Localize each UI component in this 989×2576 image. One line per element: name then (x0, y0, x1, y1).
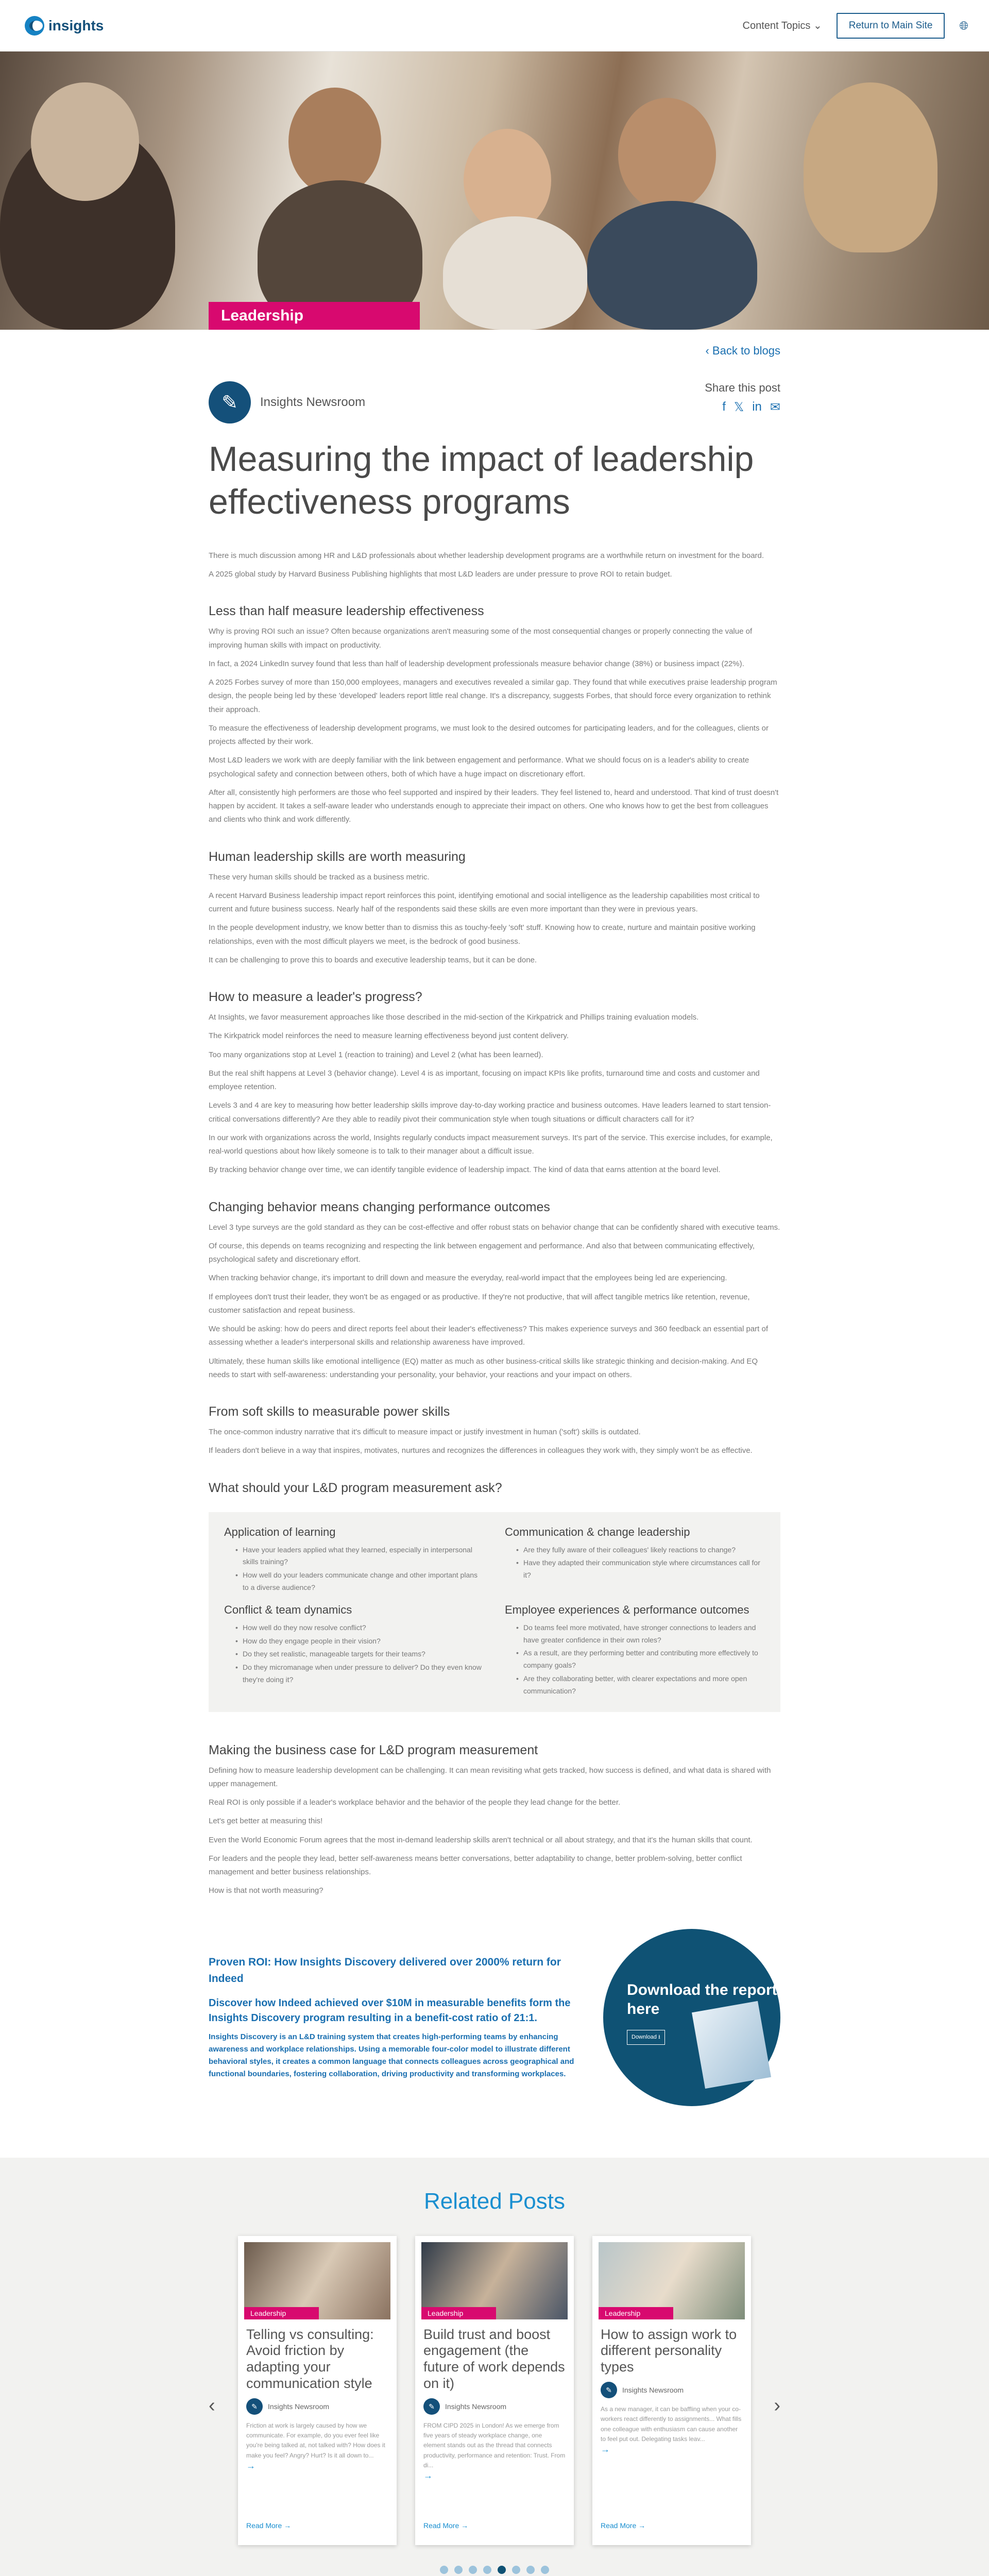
question-item: • Have your leaders applied what they learned, especially in interpersonal skills training? (243, 1544, 484, 1569)
article-intro: There is much discussion among HR and L&D professionals about whether leadership development programs are a worthwhile return on investment for the board. A 2025 global study by Harvard Business Publishing highlights that most L&D leaders are under pressure to prove ROI to retain budget. (209, 551, 764, 579)
question-item: • How well do they now resolve conflict? (243, 1622, 484, 1634)
globe-icon[interactable]: 🌐︎ (959, 19, 968, 32)
arrow-right-icon[interactable]: → (601, 2444, 610, 2454)
paragraph: But the real shift happens at Level 3 (behavior change). Level 4 is as important, focusing on impact KPIs like profits, turnaround time and costs and customer and employee retention. (209, 1069, 760, 1092)
carousel-dot[interactable] (526, 2566, 535, 2574)
paragraph: After all, consistently high performers are those who feel supported and inspired by their leaders. They feel listened to, heard and understood. That kind of trust doesn't happen by accident. It takes a self-aware leader who understands enough to appreciate their impact on others. One who knows how to get the best from colleagues and clients who think and work differently. (209, 788, 779, 824)
logo-icon (25, 16, 44, 36)
question-item: • How well do your leaders communicate change and other important plans to a diverse audience? (243, 1569, 484, 1594)
paragraph: If leaders don't believe in a way that inspires, motivates, nurtures and recognizes the differences in colleagues they work with, they simply won't be as effective. (209, 1446, 753, 1455)
carousel-dot-active[interactable] (498, 2566, 506, 2574)
card-image (421, 2242, 568, 2319)
paragraph: These very human skills should be tracked as a business metric. (209, 872, 430, 882)
question-item: • Do teams feel more motivated, have stronger connections to leaders and have greater confidence in their own roles? (523, 1622, 765, 1647)
measure-heading: What should your L&D program measurement ask? (209, 1480, 502, 1495)
paragraph: By tracking behavior change over time, we can identify tangible evidence of leadership impact. The kind of data that earns attention at the board level. (209, 1165, 721, 1175)
question-group-heading: Conflict & team dynamics (224, 1603, 352, 1616)
pen-icon: ✎ (251, 2402, 258, 2411)
download-report-circle[interactable] (603, 1929, 780, 2106)
carousel-dot[interactable] (483, 2566, 491, 2574)
paragraph: A 2025 Forbes survey of more than 150,000 employees, managers and executives revealed a similar gap. They found that while executives praise leadership program design, the people being led by these 'developed' leaders report little real change. It's a discrepancy, suggests Forbes, that should force every organization to rethink their approach. (209, 678, 777, 714)
section-heading: Less than half measure leadership effectiveness (209, 604, 484, 619)
question-group (505, 1526, 765, 1595)
download-title: Download the report here (627, 1981, 777, 2018)
related-heading: Related Posts (424, 2188, 565, 2214)
paragraph: Ultimately, these human skills like emotional intelligence (EQ) matter as much as other business-critical skills like strategic thinking and decision-making. And EQ needs to start with self-awareness: understanding your personality, your behavior, your reactions and your impact on others. (209, 1357, 758, 1379)
paragraph: The Kirkpatrick model reinforces the need to measure learning effectiveness beyond just content delivery. (209, 1031, 569, 1041)
question-item: • How do they engage people in their vision? (243, 1635, 484, 1648)
card-author (238, 2392, 397, 2421)
paragraph: How is that not worth measuring? (209, 1886, 323, 1895)
share-label: Share this post (705, 381, 780, 394)
author-avatar (601, 2382, 617, 2398)
section-heading: How to measure a leader's progress? (209, 990, 422, 1005)
business-case-body (209, 1764, 780, 1898)
section-heading: Human leadership skills are worth measuring (209, 849, 466, 864)
paragraph: In fact, a 2024 LinkedIn survey found that less than half of leadership development professionals measure behavior change (38%) or business impact (22%). (209, 659, 744, 668)
card-category-badge[interactable]: Leadership (421, 2307, 496, 2319)
question-group (224, 1603, 484, 1699)
author-avatar (423, 2398, 440, 2415)
card-title[interactable]: Telling vs consulting: Avoid friction by adapting your communication style (246, 2326, 374, 2392)
paragraph: It can be challenging to prove this to boards and executive leadership teams, but it can be done. (209, 955, 537, 964)
carousel-dots (0, 2566, 989, 2574)
card-image (599, 2242, 745, 2319)
author-name: Insights Newsroom (260, 395, 366, 409)
question-list (224, 1544, 484, 1594)
paragraph: When tracking behavior change, it's important to drill down and measure the everyday, real-world impact that the employees being led are experiencing. (209, 1274, 727, 1283)
question-group (224, 1526, 484, 1595)
facebook-icon[interactable]: f (722, 400, 726, 414)
paragraph: Too many organizations stop at Level 1 (reaction to training) and Level 2 (what has been learned). (209, 1050, 543, 1059)
card-category-badge[interactable]: Leadership (244, 2307, 319, 2319)
card-title[interactable]: Build trust and boost engagement (the future of work depends on it) (423, 2326, 565, 2392)
card-author-name: Insights Newsroom (268, 2402, 330, 2411)
author-avatar (246, 2398, 263, 2415)
paragraph: To measure the effectiveness of leadership development programs, we must look to the desired outcomes for participating leaders, and for the colleagues, clients or projects affected by their work. (209, 723, 769, 747)
read-more-link[interactable]: Read More → (423, 2521, 469, 2530)
question-item: • Are they fully aware of their colleagues' likely reactions to change? (523, 1544, 765, 1556)
question-item: • Do they micromanage when under pressure to deliver? Do they even know they're doing it? (243, 1662, 484, 1686)
related-cards (0, 2236, 989, 2545)
card-author (415, 2392, 574, 2421)
article-title: Measuring the impact of leadership effectiveness programs (209, 439, 754, 521)
carousel-dot[interactable] (512, 2566, 520, 2574)
report-cta (209, 1929, 780, 2106)
carousel-dot[interactable] (469, 2566, 477, 2574)
chevron-left-icon: ‹ (705, 344, 712, 357)
question-group-heading: Employee experiences & performance outcomes (505, 1603, 749, 1616)
category-badge[interactable]: Leadership (209, 302, 420, 330)
paragraph: In the people development industry, we know better than to dismiss this as touchy-feely 'soft' stuff. Knowing how to create, nurture and maintain positive working relationships, even with the most difficult players we meet, is the bedrock of good business. (209, 923, 756, 946)
card-title[interactable]: How to assign work to different personality types (601, 2326, 737, 2375)
share-panel (705, 381, 780, 415)
carousel-dot[interactable] (541, 2566, 549, 2574)
insights-logo[interactable]: insights (25, 16, 104, 36)
card-author-name: Insights Newsroom (622, 2386, 684, 2395)
cta-body: Insights Discovery is an L&D training system that creates high-performing teams by enhancing awareness and workplace relationships. Using a memorable four-color model to illustrate different behavioral styles, it creates a common language that connects colleagues across geographical and functional boundaries, fostering collaboration, driving productivity and transforming workplaces. (209, 2032, 574, 2079)
question-item: • Do they set realistic, manageable targets for their teams? (243, 1648, 484, 1660)
card-excerpt: Friction at work is largely caused by how we communicate. For example, do you ever feel like you're being talked at, not talked with? How does it make you feel? Angry? Hurt? Is it all down to... (246, 2422, 385, 2459)
question-list (505, 1544, 765, 1582)
paragraph: We should be asking: how do peers and direct reports feel about their leader's effectiveness? This makes experience surveys and 360 feedback an essential part of assessing whether a leader's interpersonal skills and relationship awareness have improved. (209, 1325, 769, 1347)
report-cover-image (692, 2001, 771, 2088)
read-more-link[interactable]: Read More → (601, 2521, 646, 2530)
section-heading: Changing behavior means changing performance outcomes (209, 1199, 550, 1214)
paragraph: A recent Harvard Business leadership impact report reinforces this point, identifying emotional and social intelligence as the leadership capabilities most critical to current and future business success. Nearly half of the respondents said these skills are even more important than they were in previous years. (209, 891, 760, 914)
card-excerpt: FROM CIPD 2025 in London! As we emerge from five years of steady workplace change, one element stands out as the thread that connects productivity, performance and retention: Trust. From di... (423, 2422, 566, 2469)
pen-icon: ✎ (429, 2402, 435, 2411)
paragraph: Real ROI is only possible if a leader's workplace behavior and the behavior of the people they lead change for the better. (209, 1798, 621, 1807)
question-group (505, 1603, 765, 1699)
card-excerpt: As a new manager, it can be baffling when your co-workers react differently to assignments... What fills one colleague with enthusiasm can cause another to feel put out. Delegating tasks leav... (601, 2405, 742, 2443)
twitter-icon[interactable]: 𝕏 (734, 400, 744, 414)
card-author (592, 2376, 751, 2404)
related-posts (0, 2158, 989, 2576)
linkedin-icon[interactable]: in (752, 400, 762, 414)
email-icon[interactable]: ✉ (770, 400, 780, 414)
question-item: • As a result, are they performing better and contributing more effectively to company goals? (523, 1647, 765, 1672)
paragraph: Most L&D leaders we work with are deeply familiar with the link between engagement and performance. What we should focus on is a leader's ability to create psychological safety and connection between others, both of which have a huge impact on discretionary effort. (209, 756, 749, 778)
article-body (209, 604, 780, 1458)
measurement-questions-box (209, 1512, 780, 1712)
question-item: • Are they collaborating better, with clearer expectations and more open communication? (523, 1673, 765, 1698)
paragraph: At Insights, we favor measurement approaches like those described in the mid-section of the Kirkpatrick and Phillips training evaluation models. (209, 1013, 699, 1022)
question-item: • Have they adapted their communication style where circumstances call for it? (523, 1557, 765, 1582)
card-author-name: Insights Newsroom (445, 2402, 507, 2411)
carousel-dot[interactable] (454, 2566, 463, 2574)
arrow-right-icon[interactable]: → (246, 2460, 255, 2471)
article (209, 330, 780, 2106)
question-list (224, 1622, 484, 1686)
paragraph: Even the World Economic Forum agrees that the most in-demand leadership skills aren't technical or all about strategy, and that it's the human skills that count. (209, 1835, 753, 1844)
author-avatar (209, 381, 251, 423)
arrow-right-icon[interactable]: → (423, 2470, 433, 2481)
paragraph: Let's get better at measuring this! (209, 1817, 323, 1826)
back-to-blogs-link[interactable]: ‹ Back to blogs (705, 344, 780, 357)
business-case-heading: Making the business case for L&D program measurement (209, 1742, 538, 1757)
paragraph: In our work with organizations across the world, Insights regularly conducts impact measurement surveys. It's part of the service. This exercise includes, for example, real-world questions about how likely someone is to talk to their manager about a difficult issue. (209, 1133, 773, 1156)
section-heading: From soft skills to measurable power skills (209, 1404, 450, 1419)
paragraph: Level 3 type surveys are the gold standard as they can be cost-effective and offer robust stats on behavior change that can be confidently shared with executive teams. (209, 1223, 780, 1232)
question-group-heading: Communication & change leadership (505, 1525, 690, 1538)
site-header (0, 0, 989, 52)
related-post-card[interactable] (238, 2236, 397, 2545)
paragraph: Why is proving ROI such an issue? Often because organizations aren't measuring some of the most consequential changes or properly connecting the value of improving human skills with impact on productivity. (209, 627, 753, 650)
cta-subtitle: Discover how Indeed achieved over $10M in measurable benefits form the Insights Discovery program resulting in a benefit-cost ratio of 21:1. (209, 1997, 571, 2024)
paragraph: If employees don't trust their leader, they won't be as engaged or as productive. If they're not productive, that will affect tangible metrics like retention, revenue, customer satisfaction and repeat business. (209, 1292, 750, 1315)
content-topics-menu[interactable]: Content Topics ⌄ (742, 20, 822, 31)
paragraph: Of course, this depends on teams recognizing and respecting the link between engagement and performance. And also that between communicating effectively, psychological safety and discretionary effort. (209, 1241, 755, 1264)
related-post-card[interactable] (415, 2236, 574, 2545)
paragraph: Levels 3 and 4 are key to measuring how better leadership skills improve day-to-day working practice and business outcomes. Have leaders learned to start tension-critical conversations differently? Are they able to readily pivot their communication style when tough situations or difficult characters call for it? (209, 1101, 771, 1124)
download-button[interactable]: Download ⭳ (627, 2030, 665, 2045)
paragraph: Defining how to measure leadership development can be challenging. It can mean revisiting what gets tracked, how success is defined, and what data is shared with upper management. (209, 1766, 771, 1788)
question-list (505, 1622, 765, 1698)
cta-title[interactable]: Proven ROI: How Insights Discovery delivered over 2000% return for Indeed (209, 1956, 561, 1985)
related-post-card[interactable] (592, 2236, 751, 2545)
read-more-link[interactable]: Read More → (246, 2521, 292, 2530)
carousel-next-icon[interactable]: › (774, 2394, 780, 2416)
author-row (209, 330, 780, 423)
hero-image (0, 52, 989, 330)
paragraph: For leaders and the people they lead, better self-awareness means better conversations, better adaptability to change, better problem-solving, better conflict management and better business relationships. (209, 1854, 742, 1877)
carousel-dot[interactable] (440, 2566, 448, 2574)
return-to-main-site-button[interactable]: Return to Main Site (837, 13, 945, 39)
card-image (244, 2242, 390, 2319)
pen-icon: ✎ (221, 392, 238, 414)
carousel-prev-icon[interactable]: ‹ (209, 2394, 215, 2416)
pen-icon: ✎ (606, 2385, 612, 2394)
paragraph: The once-common industry narrative that it's difficult to measure impact or justify investment in human ('soft') skills is outdated. (209, 1428, 641, 1437)
question-group-heading: Application of learning (224, 1525, 336, 1538)
card-category-badge[interactable]: Leadership (599, 2307, 673, 2319)
